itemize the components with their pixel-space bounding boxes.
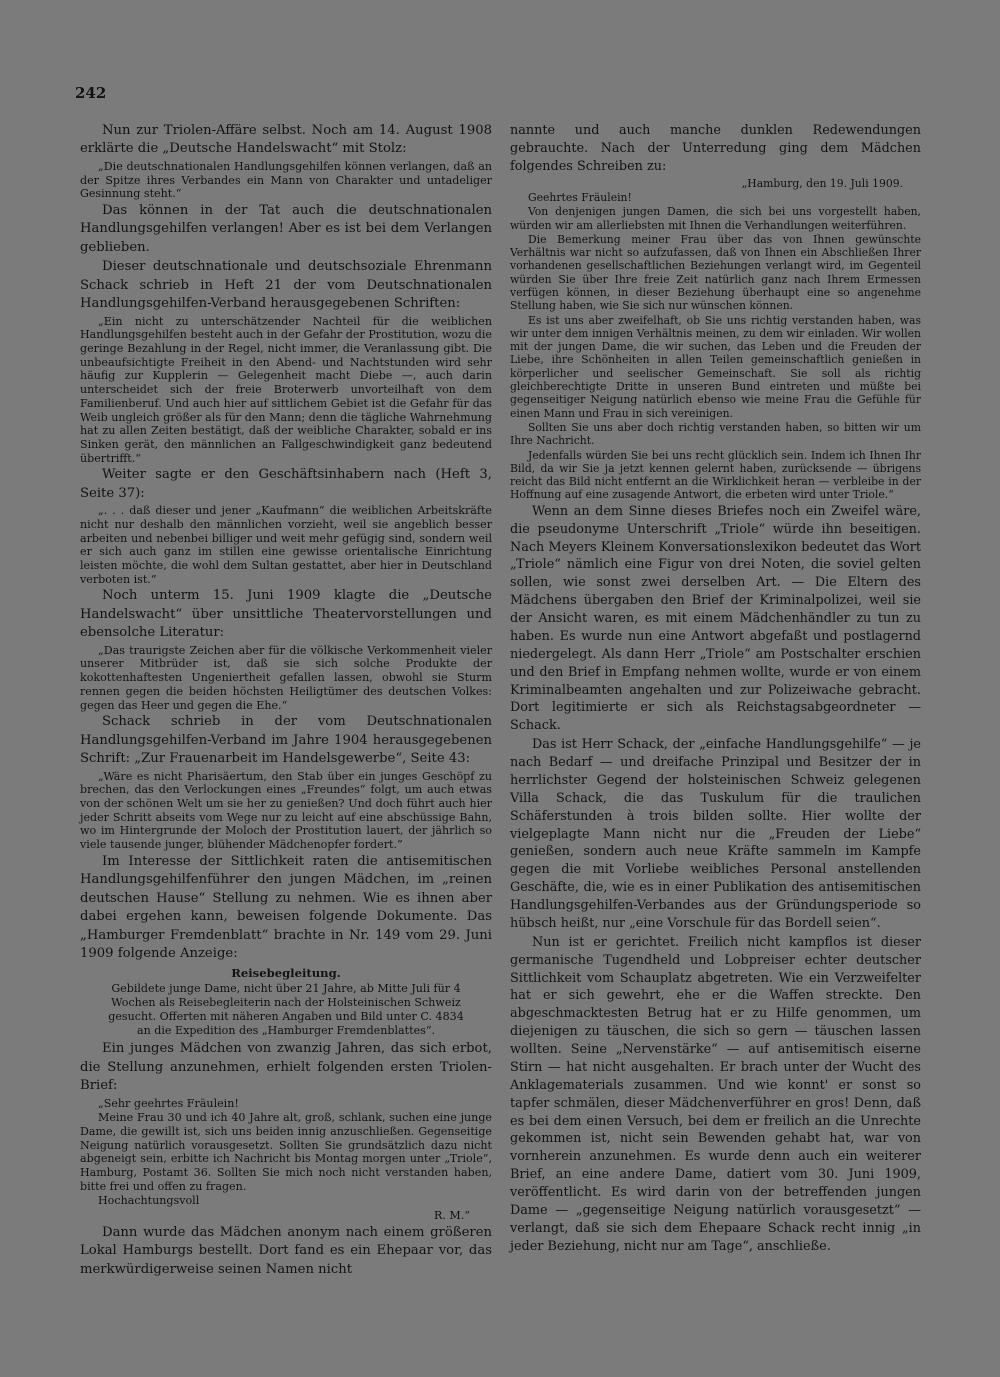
paragraph: Das ist Herr Schack, der „einfache Handlungsgehilfe“ — je nach Bedarf — und dreifache Prinzipal und Besitzer der in herrlichster Gegend der holsteinischen Schweiz gelegenen Villa Schack, die das Tuskulum für die traulichen Schäferstunden à trois bilden sollte. Hier wollte der vielgeplagte Mann nicht nur die „Freuden der Liebe“ genießen, sondern auch neue Kräfte sammeln im Kampfe gegen die mit Vorliebe weibliches Personal anstellenden Geschäfte, die, wie es in einer Publikation des antisemitischen Handlungsgehilfen-Verbandes aus der Gründungsperiode so hübsch heißt, nur „eine Vorschule für das Bordell seien“. (510, 737, 921, 931)
quote-paragraph: „Sehr geehrtes Fräulein! (98, 1096, 239, 1110)
page-number: 242 (75, 84, 107, 102)
quote-paragraph: Jedenfalls würden Sie bei uns recht glücklich sein. Indem ich Ihnen Ihr Bild, da wir Sie ja jetzt kennen gelernt haben, zurücksende — übrigens reicht das Bild nicht entfernt an die Wirklichkeit heran — verbleibe in der Hoffnung auf eine zusagende Antwort, die erbeten wird unter Triole.“ (510, 448, 921, 502)
advertisement-title: Reisebegleitung. (231, 966, 341, 981)
paragraph: Noch unterm 15. Juni 1909 klagte die „Deutsche Handelswacht“ über unsittliche Theatervorstellungen und ebensolche Literatur: (80, 588, 492, 641)
quote-paragraph: Geehrtes Fräulein! (528, 190, 632, 204)
paragraph: Nun ist er gerichtet. Freilich nicht kampflos ist dieser germanische Tugendheld und Lobpreiser echter deutscher Sittlichkeit vom Schauplatz abgetreten. Wie ein Verzweifelter hat er sich gewehrt, ehe er die Waffen streckte. Den abgeschmacktesten Betrug hat er zu Hilfe genommen, um diejenigen zu täuschen, die sich so gern — täuschen lassen wollten. Seine „Nervenstärke“ — auf antisemitisch eiserne Stirn — hat nicht ausgehalten. Er brach unter der Wucht des Anklagematerials zusammen. Und wie konnt' er sonst so tapfer schmälen, dieser Mädchenverführer en gros! Denn, daß es bei dem einen Versuch, bei dem er freilich an die Unrechte gekommen ist, nicht sein Bewenden gehabt hat, war von vornherein anzunehmen. Es wurde denn auch ein weiterer Brief, an eine andere Dame, datiert vom 30. Juni 1909, veröffentlicht. Es wird darin von der betreffenden jungen Dame — „gegenseitige Neigung natürlich vorausgesetzt“ — verlangt, daß sie sich dem Ehepaare Schack recht innig „in jeder Beziehung, nicht nur am Tage“, anschließe. (510, 934, 921, 1254)
quote-paragraph: Meine Frau 30 und ich 40 Jahre alt, groß, schlank, suchen eine junge Dame, die gewillt ist, sich uns beiden innig anzuschließen. Gegenseitige Neigung natürlich vorausgesetzt. Sollten Sie grundsätzlich dazu nicht abgeneigt sein, erbitte ich Nachricht bis Montag morgen unter „Triole“, Hamburg, Postamt 36. Sollten Sie mich noch nicht verstanden haben, bitte frei und offen zu fragen. (80, 1111, 492, 1193)
quote-paragraph: Es ist uns aber zweifelhaft, ob Sie uns richtig verstanden haben, was wir unter dem innigen Verhältnis meinen, zu dem wir einladen. Wir wollen mit der jungen Dame, die wir suchen, das Leben und die Freuden der Liebe, ihre Schönheiten in allen Teilen gemeinschaftlich genießen in körperlicher und seelischer Gemeinschaft. Sie soll als richtig gleichberechtigte Dritte in unseren Bund eintreten und müßte bei gegenseitiger Neigung natürlich ebenso wie meine Frau die Gefühle für einen Mann und Frau in sich vereinigen. (510, 313, 921, 420)
quote-paragraph: Von denjenigen jungen Damen, die sich bei uns vorgestellt haben, würden wir am allerliebsten mit Ihnen die Verhandlungen weiterführen. (510, 205, 921, 232)
paragraph: Ein junges Mädchen von zwanzig Jahren, das sich erbot, die Stellung anzunehmen, erhielt folgenden ersten Triolen-Brief: (80, 1041, 492, 1094)
quote-paragraph: „. . . daß dieser und jener „Kaufmann“ die weiblichen Arbeitskräfte nicht nur deshalb den männlichen vorzieht, weil sie angeblich besser arbeiten und nebenbei billiger und weit mehr gefügig sind, sondern weil er sich auch ganz im stillen eine gewisse orientalische Einrichtung leisten möchte, die wohl dem Sultan gestattet, aber hier in Deutschland verboten ist.“ (80, 504, 492, 586)
quote-paragraph: „Das traurigste Zeichen aber für die völkische Verkommenheit vieler unserer Mitbrüder ist, daß sie sich solche Produkte der kokottenhaftesten Ungeniertheit gefallen lassen, obwohl sie Sturm rennen gegen die beiden höchsten Heiligtümer des deutschen Volkes: gegen das Heer und gegen die Ehe.“ (80, 643, 492, 712)
quote-paragraph: Die Bemerkung meiner Frau über das von Ihnen gewünschte Verhältnis war nicht so aufzufassen, daß von Ihnen ein Abschließen Ihrer vorhandenen gesellschaftlichen Beziehungen verlangt wird, im Gegenteil würden Sie über Ihre freie Zeit natürlich ganz nach Ihrem Ermessen verfügen können, in dieser Beziehung überhaupt eine so angenehme Stellung haben, wie Sie sich nur wünschen können. (510, 232, 921, 313)
paragraph: Das können in der Tat auch die deutschnationalen Handlungsgehilfen verlangen! Aber es ist bei dem Verlangen geblieben. (80, 202, 492, 255)
paragraph: nannte und auch manche dunklen Redewendungen gebrauchte. Nach der Unterredung ging dem Mädchen folgendes Schreiben zu: (510, 123, 921, 174)
quote-paragraph: „Wäre es nicht Pharisäertum, den Stab über ein junges Geschöpf zu brechen, das den Verlockungen eines „Freundes“ folgt, um auch etwas von der schönen Welt um sie her zu genießen? Und doch führt auch hier jeder Schritt abseits vom Wege nur zu leicht auf eine abschüssige Bahn, wo im Hintergrunde der Moloch der Prostitution lauert, der jährlich so viele tausende junger, blühender Mädchenopfer fordert.“ (80, 769, 492, 852)
left-column (80, 122, 492, 1280)
quote-paragraph: Hochachtungsvoll (98, 1194, 200, 1208)
paragraph: Weiter sagte er den Geschäftsinhabern nach (Heft 3, Seite 37): (80, 467, 492, 501)
paragraph: Schack schrieb in der vom Deutschnationalen Handlungsgehilfen-Verband im Jahre 1904 herausgegebenen Schrift: „Zur Frauenarbeit im Handelsgewerbe“, Seite 43: (80, 714, 492, 767)
quote-paragraph: Sollten Sie uns aber doch richtig verstanden haben, so bitten wir um Ihre Nachricht. (510, 420, 921, 448)
paragraph: Wenn an dem Sinne dieses Briefes noch ein Zweifel wäre, die pseudonyme Unterschrift „Triole“ würde ihn beseitigen. Nach Meyers Kleinem Konversationslexikon bedeutet das Wort „Triole“ nämlich eine Figur von drei Noten, die soviel gelten sollen, wie sonst zwei derselben Art. — Die Eltern des Mädchens übergaben den Brief der Kriminalpolizei, weil sie der Ansicht waren, es mit einem Mädchenhändler zu tun zu haben. Es wurde nun eine Antwort abgefaßt und postlagernd niedergelegt. Als dann Herr „Triole“ am Postschalter erschien und den Brief in Empfang nehmen wollte, wurde er von einem Kriminalbeamten angehalten und zur Polizeiwache gebracht. Dort legitimierte er sich als Reichstagsabgeordneter — Schack. (510, 503, 921, 734)
paragraph: Dann wurde das Mädchen anonym nach einem größeren Lokal Hamburgs bestellt. Dort fand es ein Ehepaar vor, das merkwürdigerweise seinen Namen nicht (80, 1224, 492, 1277)
quote-paragraph: „Die deutschnationalen Handlungsgehilfen können verlangen, daß an der Spitze ihres Verbandes ein Mann von Charakter und untadeliger Gesinnung steht.“ (80, 159, 492, 201)
right-column (510, 122, 921, 1257)
paragraph: Nun zur Triolen-Affäre selbst. Noch am 14. August 1908 erklärte die „Deutsche Handelswacht“ mit Stolz: (80, 123, 492, 157)
advertisement-text: Gebildete junge Dame, nicht über 21 Jahre, ab Mitte Juli für 4 Wochen als Reisebegleiterin nach der Holsteinischen Schweiz gesucht. Offerten mit näheren Angaben und Bild unter C. 4834 an die Expedition des „Hamburger Fremdenblattes“. (108, 982, 464, 1037)
letter-signature: R. M.“ (434, 1209, 470, 1223)
letter-dateline: „Hamburg, den 19. Juli 1909. (741, 176, 903, 190)
paragraph: Im Interesse der Sittlichkeit raten die antisemitischen Handlungsgehilfenführer den jungen Mädchen, im „reinen deutschen Hause“ Stellung zu nehmen. Wie es ihnen aber dabei ergehen kann, beweisen folgende Dokumente. Das „Hamburger Fremdenblatt“ brachte in Nr. 149 vom 29. Juni 1909 folgende Anzeige: (80, 853, 492, 961)
paragraph: Dieser deutschnationale und deutschsoziale Ehrenmann Schack schrieb in Heft 21 der vom Deutschnationalen Handlungsgehilfen-Verband herausgegebenen Schriften: (80, 259, 492, 312)
quote-paragraph: „Ein nicht zu unterschätzender Nachteil für die weiblichen Handlungsgehilfen besteht auch in der Gefahr der Prostitution, wozu die geringe Bezahlung in der Regel, nicht immer, die Veranlassung gibt. Die unbeaufsichtigte Freiheit in den Abend- und Nachtstunden wird sehr häufig zur Kupplerin — Gelegenheit macht Diebe —, auch darin unterscheidet sich der freie Broterwerb unvorteilhaft von dem Familienberuf. Und auch hier auf sittlichem Gebiet ist die Gefahr für das Weib ungleich größer als für den Mann; denn die tägliche Wahrnehmung hat zu allen Zeiten bestätigt, daß der weibliche Charakter, sobald er ins Sinken gerät, den männlichen an Fallgeschwindigkeit ganz bedeutend übertrifft.“ (80, 314, 492, 465)
